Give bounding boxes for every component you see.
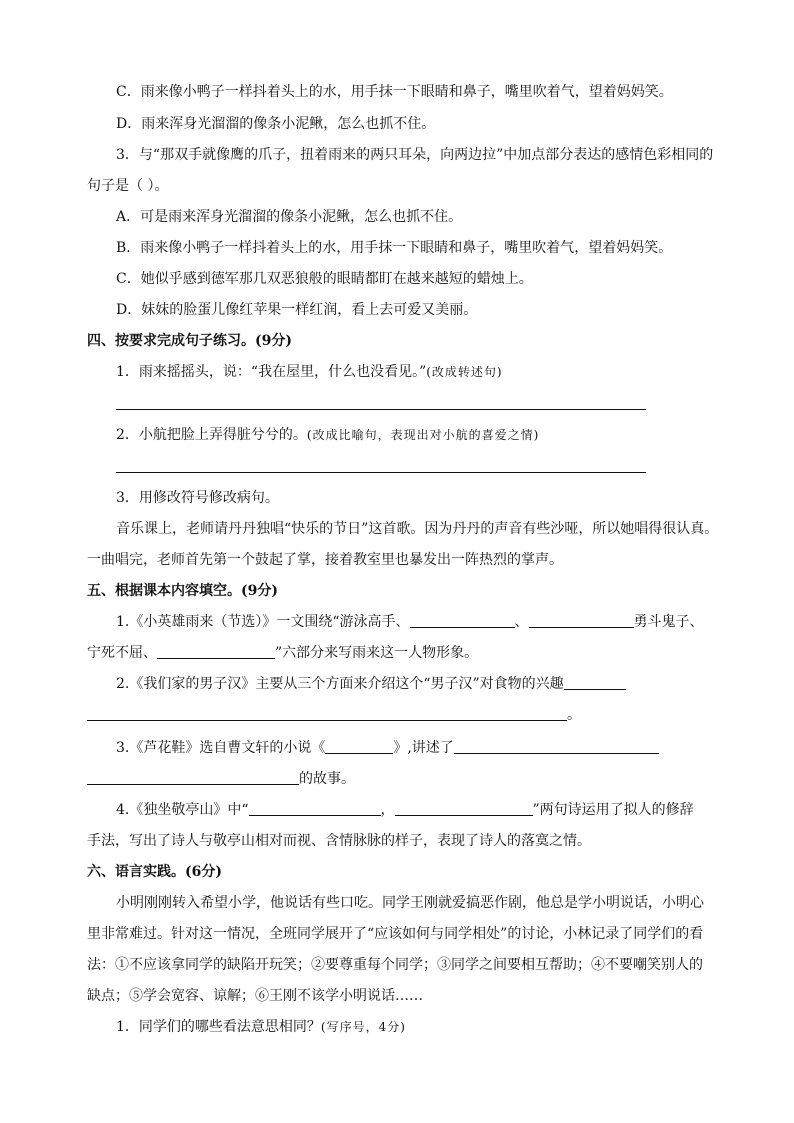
s5-q2-blank2[interactable]: [87, 706, 567, 721]
s5-q3-blank2[interactable]: [454, 739, 659, 754]
s6-paragraph-line4: 缺点；⑤学会宽容、谅解；⑥王刚不该学小明说话……: [87, 988, 423, 1004]
s5-q3-line1: [116, 738, 659, 758]
s5-q3-text-b: 》,讲述了: [393, 740, 454, 756]
q3-option-a: A．可是雨来浑身光溜溜的像条小泥鳅，怎么也抓不住。: [116, 209, 463, 225]
s5-q1-blank1[interactable]: [410, 613, 515, 628]
s4-q2-note: (改成比喻句，表现出对小航的喜爱之情): [306, 428, 540, 442]
option-c-prev: C．雨来像小鸭子一样抖着头上的水，用手抹一下眼睛和鼻子，嘴里吹着气，望着妈妈笑。: [116, 84, 673, 100]
s4-q2-text: 2．小航把脸上弄得脏兮兮的。: [116, 427, 307, 443]
s6-q1-text: 1．同学们的哪些看法意思相同？: [116, 1019, 321, 1035]
s4-q3-paragraph-line1: 音乐课上，老师请丹丹独唱“快乐的节日”这首歌。因为丹丹的声音有些沙哑，所以她唱得很认真。: [116, 521, 719, 537]
s5-q4-line2: 手法，写出了诗人与敬亭山相对而视、含情脉脉的样子，表现了诗人的落寞之情。: [87, 833, 591, 849]
s5-q1-text-a: 1.《小英雄雨来（节选）》一文围绕“游泳高手、: [116, 614, 410, 630]
s5-q1-blank3[interactable]: [157, 644, 275, 659]
s5-q3-line2: [87, 769, 355, 789]
s5-q1-text-c: 勇斗鬼子、: [633, 614, 704, 630]
s4-q3-text: 3．用修改符号修改病句。: [116, 490, 279, 506]
s6-q1-note: (写序号，4分): [320, 1020, 406, 1034]
s5-q4-blank2[interactable]: [395, 801, 533, 816]
s5-q1-line1: [116, 612, 704, 632]
s4-q1: [116, 362, 503, 382]
s5-q4-blank1[interactable]: [249, 801, 381, 816]
s5-q2-line1: [116, 674, 626, 694]
section4-title: 四、按要求完成句子练习。(9分): [87, 333, 292, 349]
s4-q1-note: (改成转述句): [426, 365, 503, 379]
q3-option-b: B．雨来像小鸭子一样抖着头上的水，用手抹一下眼睛和鼻子，嘴里吹着气，望着妈妈笑。: [116, 240, 673, 256]
s5-q3-blank3[interactable]: [87, 770, 299, 785]
s5-q4-text-b: ，: [380, 802, 395, 818]
s5-q1-line2: [87, 643, 478, 663]
s5-q4-text-a: 4.《独坐敬亭山》中“: [116, 802, 249, 818]
s5-q3-text-a: 3.《芦花鞋》选自曹文轩的小说《: [116, 740, 326, 756]
s5-q4-line1: [116, 800, 694, 820]
q3-stem-line2: 句子是（ ）。: [87, 178, 169, 194]
s5-q2-line2: [87, 705, 581, 725]
s5-q3-blank1[interactable]: [325, 739, 393, 754]
s5-q2-end: 。: [567, 707, 581, 723]
q3-option-c: C．她似乎感到德军那几双恶狼般的眼睛都盯在越来越短的蜡烛上。: [116, 271, 533, 287]
s5-q2-text: 2.《我们家的男子汉》主要从三个方面来介绍这个“男子汉”对食物的兴趣: [116, 676, 564, 692]
q3-option-d: D．妹妹的脸蛋儿像红苹果一样红润，看上去可爱又美丽。: [116, 302, 478, 318]
s5-q3-text-c: 的故事。: [299, 771, 355, 787]
section6-title: 六、语言实践。(6分): [87, 864, 222, 880]
s6-paragraph-line1: 小明刚刚转入希望小学，他说话有些口吃。同学王刚就爱搞恶作剧，他总是学小明说话，小明心: [116, 895, 704, 911]
s4-q3-paragraph-line2: 一曲唱完，老师首先第一个鼓起了掌，接着教室里也暴发出一阵热烈的掌声。: [87, 552, 563, 568]
s5-q4-text-c: ”两句诗运用了拟人的修辞: [532, 802, 694, 818]
q3-stem-line1: 3．与“那双手就像鹰的爪子，扭着雨来的两只耳朵，向两边拉”中加点部分表达的感情色彩相同的: [116, 147, 714, 163]
s4-q1-answer-line[interactable]: [116, 409, 646, 410]
s4-q1-text: 1．雨来摇摇头，说：“我在屋里，什么也没看见。”: [116, 364, 427, 380]
s6-q1: [116, 1017, 406, 1037]
s5-q1-text-b: 、: [514, 614, 529, 630]
s4-q2: [116, 425, 539, 445]
s5-q1-blank2[interactable]: [529, 613, 634, 628]
s6-paragraph-line2: 里非常难过。针对这一情况，全班同学展开了“应该如何与同学相处”的讨论，小林记录了同学们的看: [87, 926, 704, 942]
s6-paragraph-line3: 法：①不应该拿同学的缺陷开玩笑；②要尊重每个同学；③同学之间要相互帮助；④不要嘲笑别人的: [87, 957, 703, 973]
s5-q2-blank1[interactable]: [564, 675, 626, 690]
section5-title: 五、根据课本内容填空。(9分): [87, 583, 278, 599]
s5-q1-text-e: ”六部分来写雨来这一人物形象。: [275, 645, 479, 661]
option-d-prev: D．雨来浑身光溜溜的像条小泥鳅，怎么也抓不住。: [116, 116, 436, 132]
s4-q2-answer-line[interactable]: [116, 472, 646, 473]
s5-q1-text-d: 宁死不屈、: [87, 645, 157, 661]
